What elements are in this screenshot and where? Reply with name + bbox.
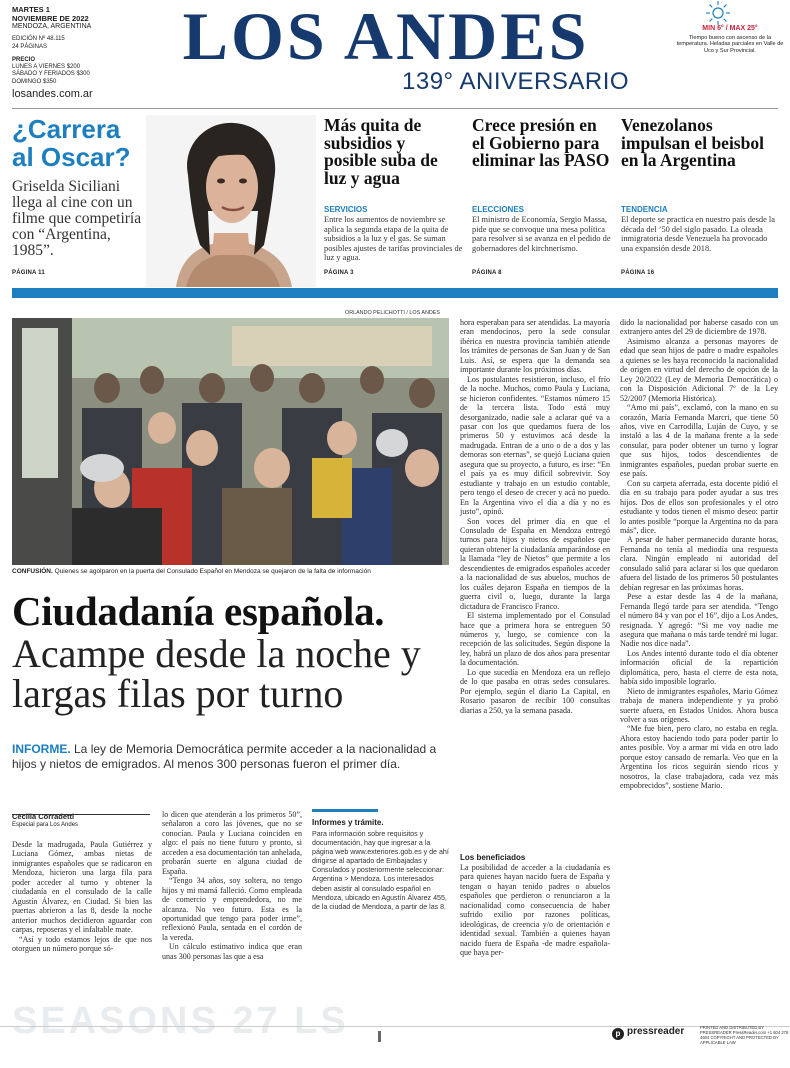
paragraph: hora esperaban para ser atendidas. La mayoría eran mendocinos, pero la sede consular ibérica en nuestra provincia también atiende los trámites de personas de San Juan y de San Luis. Así, se espera que la demanda sea importante durante los próximos días.: [460, 318, 610, 375]
paragraph: dido la nacionalidad por haberse casado con un extranjero antes del 29 de diciembre de 1978.: [620, 318, 778, 337]
actress-portrait-photo: [146, 115, 316, 287]
teaser-subsidies-headline[interactable]: Más quita de subsidios y posible suba de luz y agua: [324, 115, 438, 188]
info-box-bar: [312, 809, 378, 812]
teaser-subsidies-body: Entre los aumentos de noviembre se aplica la segunda etapa de la quita de subsidios a la luz y el gas. Se suman posibles ajustes de tarifas provinciales de luz y agua.: [324, 215, 463, 263]
watermark-text: SEASONS 27 LS: [12, 1000, 349, 1042]
lead-teaser-subtitle: Griselda Siciliani llega al cine con un filme que competiría con “Argentina, 1985”.: [12, 178, 142, 259]
newspaper-logo: LOS ANDES: [182, 0, 590, 74]
teaser-baseball-kicker: TENDENCIA: [621, 205, 668, 214]
story-column-1: [12, 840, 152, 953]
masthead-info: [12, 6, 122, 86]
section-subhead: Los beneficiados: [460, 853, 526, 862]
paragraph: La posibilidad de acceder a la ciudadanía es para quienes hayan nacido fuera de España y tengan o hayan tenido padres o abuelos españoles que perdieron o renunciaron a la nacionalidad como consecuencia de haber sufrido exilio por razones políticas, ideológicas, de creencia y/o de orientación e identidad sexual. También a quienes hayan nacido fuera de España -de madre española- que haya per-: [460, 863, 610, 958]
paragraph: Los Andes intentó durante todo el día obtener información oficial de la repartición diplomática, pero, hasta el cierre de esta nota, había sido imposible lograrlo.: [620, 648, 778, 687]
info-box-title: Informes y trámite.: [312, 818, 384, 827]
teaser-paso-body: El ministro de Economía, Sergio Massa, pide que se convoque una mesa política para resolver si se avanza en el pedido de gobernadores del kirchnerismo.: [472, 215, 611, 253]
story-subheadline: Acampe desde la noche y largas filas por turno: [12, 631, 421, 716]
section-divider-band: [12, 288, 778, 298]
edition-number: EDICIÓN Nº 48.115: [12, 36, 65, 43]
site-url[interactable]: losandes.com.ar: [12, 88, 93, 100]
paragraph: Un cálculo estimativo indica que eran unas 300 personas las que a esa: [162, 942, 302, 961]
caption-text: Quienes se agolparon en la puerta del Consulado Español en Mendoza se quejaron de la falta de información: [52, 568, 371, 575]
page-count: 24 PÁGINAS: [12, 43, 48, 50]
paragraph: “Amo mi país”, exclamó, con la mano en su corazón, María Fernanda Marcri, que tiene 50 años, vive en Carrodilla, Luján de Cuyo, y se instaló a las 4 de la mañana frente a la sede consular, para poder obtener un turno y lograr que sus hijos, todos descendientes de inmigrantes españoles, puedan probar suerte en ese país.: [620, 403, 778, 479]
issue-date: NOVIEMBRE DE 2022: [12, 13, 89, 23]
story-column-3b: [460, 863, 610, 958]
masthead-rule: [12, 108, 778, 109]
story-column-3: [460, 318, 610, 715]
pressreader-notice: PRINTED AND DISTRIBUTED BY PRESSREADER PressReader.com +1 604 278 4604 COPYRIGHT AND PROTECTED BY APPLICABLE LAW: [700, 1025, 789, 1045]
teaser-subsidies-page: PÁGINA 3: [324, 270, 354, 276]
paragraph: “Así y todo estamos lejos de que nos otorguen un número porque só-: [12, 934, 152, 953]
sun-icon: [704, 0, 732, 26]
paragraph: Con su carpeta aferrada, esta docente pidió el día en su trabajo para poder ayudar a sus tres hijos. Dos de ellos son profesionales y el otro estudiante y todos tienen el mismo deseo: partir lo antes posible “porque la Argentina no da para más”, dice.: [620, 478, 778, 535]
paragraph: lo dicen que atenderán a los primeros 50”, señalaron a coro las jóvenes, que no se conocían. Paula y Luciana coinciden en algo: el país no tiene futuro y pronto, si acceden a esa documentación tan anhelada, probarán suerte en alguna ciudad de España.: [162, 810, 302, 876]
teaser-subsidies-kicker: SERVICIOS: [324, 205, 368, 214]
byline-rule: [12, 814, 150, 815]
issue-day: MARTES 1: [12, 5, 50, 14]
weather-box: [676, 0, 784, 54]
pressreader-logo[interactable]: [612, 1026, 702, 1040]
teaser-baseball-headline[interactable]: Venezolanos impulsan el beisbol en la Argentina: [621, 115, 764, 170]
paragraph: A pesar de haber permanecido durante horas, Fernanda no tenía al mediodía una respuesta clara. Ningún empleado ni autoridad del consulado salió para aclarar si los que quedaron afuera del listado de los primeros 50 postulantes debían regresar en las próximas horas.: [620, 535, 778, 592]
story-headline: Ciudadanía española.: [12, 588, 385, 634]
story-lead: [12, 742, 450, 772]
author-role: Especial para Los Andes: [12, 822, 79, 828]
price-sunday: DOMINGO $350: [12, 78, 57, 85]
anniversary-label: 139° ANIVERSARIO: [402, 68, 630, 95]
teaser-baseball-body: El deporte se practica en nuestro país desde la década del ’50 del siglo pasado. La oleada inmigratoria desde Venezuela ha provocado una expansión desde 2018.: [621, 215, 775, 253]
text-cursor-icon: [378, 1031, 381, 1042]
paragraph: “Tengo 34 años, soy soltera, no tengo hijos y mi mamá falleció. Como empleada de comercio y emprendedora, no me alcanza. No veo futuro. Esta es la oportunidad que tengo para poder irme”, reflexionó Paula, sentada en el cordón de la vereda.: [162, 876, 302, 942]
price-saturday: SÁBADO Y FERIADOS $300: [12, 71, 90, 78]
price-weekday: LUNES A VIERNES $200: [12, 64, 81, 71]
info-box-text: Para información sobre requisitos y documentación, hay que ingresar a la página web www.exteriores.gob.es y de ahí dirigirse al apartado de Embajadas y Consulados y posteriormente seleccionar: Argentina > Mendoza. Los interesados deben asistir al consulado español en Mendoza, ubicado en Agustín Álvarez 455, de la ciudad de Mendoza, a partir de las 8.: [312, 830, 449, 911]
teaser-paso-headline[interactable]: Crece presión en el Gobierno para eliminar las PASO: [472, 115, 610, 170]
teaser-baseball-page: PÁGINA 16: [621, 270, 655, 276]
lead-teaser-page: PÁGINA 11: [12, 270, 45, 276]
consulate-crowd-photo: [12, 318, 449, 565]
story-column-4: [620, 318, 778, 791]
photo-caption: [12, 568, 449, 575]
price-label: PRECIO: [12, 56, 36, 63]
paragraph: “Me fue bien, pero claro, no estaba en regla. Ahora estoy haciendo todo para poder partir lo antes posible. Voy a armar mi vida en otro lado porque estoy cansado de remarla. Veo que en la Argentina los ricos seguirán siendo ricos y nosotros, la clase trabajadora, cada vez más empobrecidos”, sostiene Mario.: [620, 724, 778, 791]
pressreader-icon: p: [612, 1028, 624, 1040]
weather-temps: MIN 6° / MAX 25°: [702, 25, 758, 32]
teaser-paso-page: PÁGINA 8: [472, 270, 502, 276]
issue-city: MENDOZA, ARGENTINA: [12, 23, 92, 30]
lead-label: INFORME.: [12, 742, 71, 756]
author-name: Cecilia Corradetti: [12, 812, 75, 821]
lead-text: La ley de Memoria Democrática permite acceder a la nacionalidad a hijos y nietos de emigrados. Al menos 300 personas fueron el primer día.: [12, 742, 437, 771]
photo-credit: ORLANDO PELICHOTTI / LOS ANDES: [345, 310, 440, 316]
paragraph: Desde la madrugada, Paula Gutiérrez y Luciana Gómez, ambas nietas de inmigrantes españoles que se radicaron en Mendoza, hicieron una larga fila para poder acceder al turno y obtener la ciudadanía en el consulado de la calle Agustín Álvarez, en Ciudad. Si bien las puertas abrieron a las 8, desde la noche anterior muchos decidieron aguardar con carpas, reposeras y el infaltable mate.: [12, 840, 152, 935]
teaser-paso-kicker: ELECCIONES: [472, 205, 525, 214]
caption-label: CONFUSIÓN.: [12, 568, 53, 575]
paragraph: Nieto de inmigrantes españoles, Mario Gómez trabaja de manera independiente y ya probó suerte afuera, en Estados Unidos. Ahora busca volver a sus orígenes.: [620, 686, 778, 725]
paragraph: El sistema implementado por el Consulad hace que a primera hora se entreguen 50 números y, luego, se comience con la recepción de las solicitudes. Según dispone la ley, habrá un plazo de dos años para presentar la documentación.: [460, 611, 610, 668]
pressreader-brand: pressreader: [627, 1026, 685, 1037]
story-column-2: [162, 810, 302, 961]
weather-forecast: Tiempo bueno con ascenso de la temperatura. Heladas parciales en Valle de Uco y Sur Provincial.: [676, 34, 784, 54]
paragraph: Lo que sucedía en Mendoza era un reflejo de lo que pasaba en otras sedes consulares. Por ejemplo, según el diario La Capital, en Rosario pasaron de recibir 100 consultas diarias a 250, ya la semana pasada.: [460, 667, 610, 715]
lead-teaser-headline[interactable]: ¿Carrera al Oscar?: [12, 114, 131, 172]
paragraph: Los postulantes resistieron, incluso, el frío de la noche. Muchos, como Paula y Luciana, se hicieron confidentes. “Estamos número 15 de la tercera lista. Todo está muy desorganizado, nadie sale a aclarar qué va a pasar con los que quedamos fuera de los primeros 50 y estuvimos acá desde la madrugada. Entran de a uno o de a dos y las demoras son eternas”, se quejó Luciana quien asegura que su proyecto, a futuro, es irse: “En el país ya es muy difícil sobrevivir. Soy estudiante y trabajo en un estudio contable, pero tengo el deseo de crecer y acá no puedo. En la Argentina vivo el día a día y no es justo”, opinó.: [460, 374, 610, 517]
paragraph: Asimismo alcanza a personas mayores de edad que sean hijos de padre o madre españoles a quienes se les haya reconocido la nacionalidad de origen en virtud del derecho de opción de la Ley 20/2022 (Ley de Memoria Democrática) o con la Disposición Adicional 7º de la Ley 52/2007 (Memoria Histórica).: [620, 336, 778, 403]
paragraph: Son voces del primer día en que el Consulado de España en Mendoza entregó turnos para hijos y nietos de españoles que quieran obtener la ciudadanía amparándose en la llamada “ley de Nietos” que permite a los descendientes de emigrados españoles acceder a la nacionalidad de sus abuelos, muchos de los cuáles dejaron España en tiempos de la guerra civil o, luego, durante la larga dictadura de Francisco Franco.: [460, 516, 610, 611]
paragraph: Pese a estar desde las 4 de la mañana, Fernanda llegó tarde para ser atendida. “Tengo el número 84 y van por el 16”, dijo a Los Andes, resignada. Y agregó: “Si me voy nadie me asegura que mañana o más tarde tendré mi lugar. Nadie nos dice nada”.: [620, 592, 778, 649]
